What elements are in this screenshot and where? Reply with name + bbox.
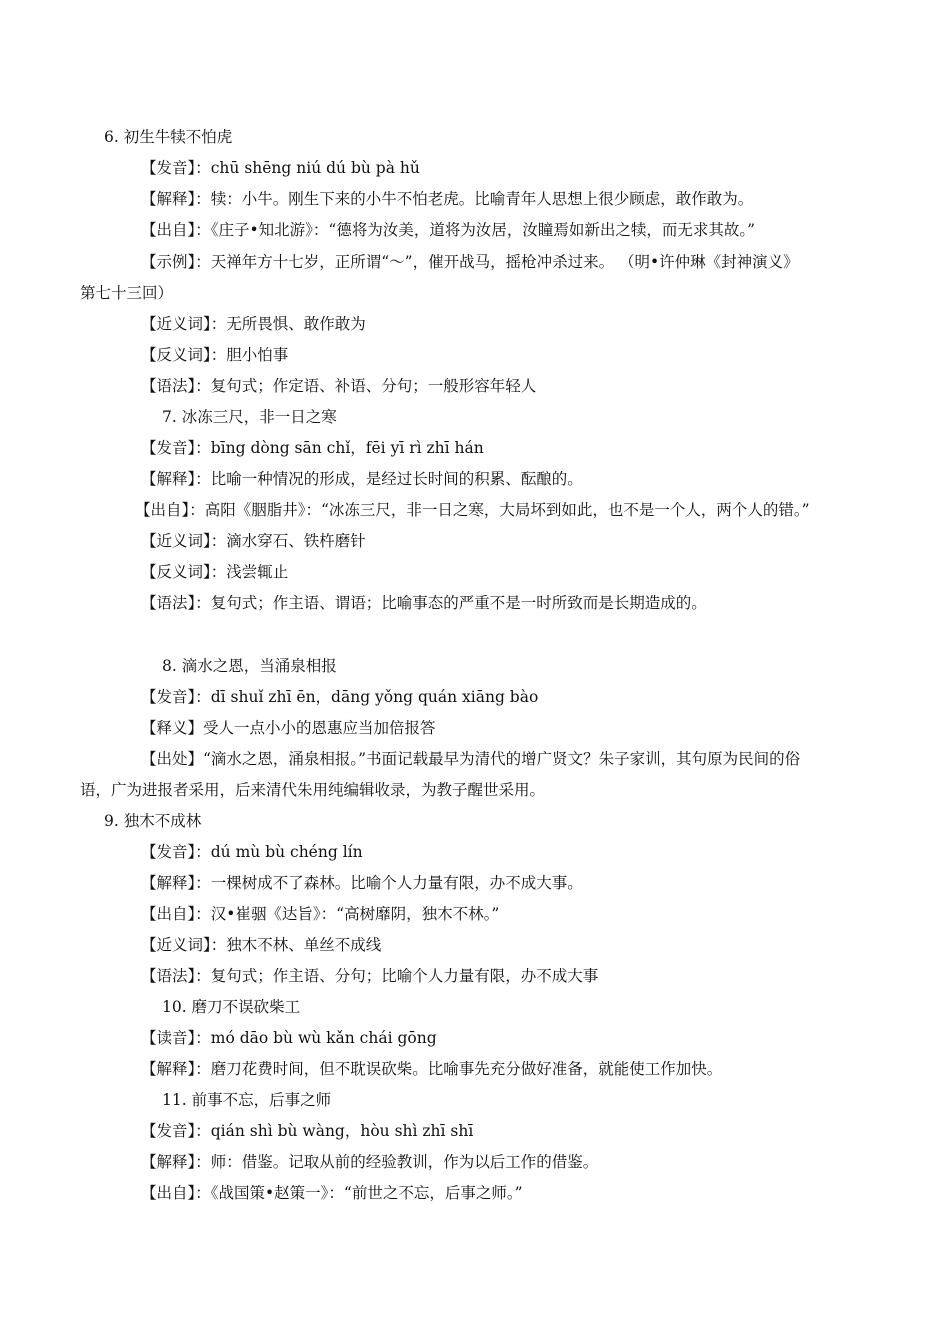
- source-line: 【出自】：高阳《胭脂井》：“冰冻三尺，非一日之寒，大局坏到如此，也不是一个人，两个人的错。”: [135, 501, 810, 519]
- meaning-line: 【释义】受人一点小小的恩惠应当加倍报答: [141, 719, 436, 737]
- reading-line: 【读音】：mó dāo bù wù kǎn chái gōng: [141, 1029, 437, 1047]
- origin-line: 【出处】“滴水之恩，涌泉相报。”书面记载最早为清代的增广贤文？朱子家训，其句原为民间的俗: [141, 750, 801, 768]
- source-line: 【出自】：《庄子•知北游》：“德将为汝美，道将为汝居，汝瞳焉如新出之犊，而无求其故。”: [141, 221, 755, 239]
- pronunciation-line: 【发音】：dī shuǐ zhī ēn，dāng yǒng quán xiāng bào: [141, 688, 539, 706]
- idiom-heading-6: 6. 初生牛犊不怕虎: [104, 128, 233, 146]
- grammar-line: 【语法】：复句式；作主语、分句；比喻个人力量有限，办不成大事: [141, 967, 599, 985]
- source-line: 【出自】：汉•崔骃《达旨》：“高树靡阴，独木不林。”: [141, 905, 500, 923]
- synonym-line: 【近义词】：独木不林、单丝不成线: [141, 936, 382, 954]
- origin-line-continued: 语，广为进报者采用，后来清代朱用纯编辑收录，为教子醒世采用。: [80, 781, 546, 799]
- idiom-heading-8: 8. 滴水之恩，当涌泉相报: [162, 657, 337, 675]
- antonym-line: 【反义词】：浅尝辄止: [141, 563, 289, 581]
- example-line-continued: 第七十三回）: [80, 284, 174, 302]
- explanation-line: 【解释】：师：借鉴。记取从前的经验教训，作为以后工作的借鉴。: [141, 1153, 599, 1171]
- grammar-line: 【语法】：复句式；作定语、补语、分句；一般形容年轻人: [141, 377, 537, 395]
- pronunciation-line: 【发音】：dú mù bù chéng lín: [141, 843, 363, 861]
- idiom-heading-7: 7. 冰冻三尺，非一日之寒: [162, 408, 337, 426]
- explanation-line: 【解释】：一棵树成不了森林。比喻个人力量有限，办不成大事。: [141, 874, 583, 892]
- pronunciation-line: 【发音】：chū shēng niú dú bù pà hǔ: [141, 159, 420, 177]
- pronunciation-line: 【发音】：bīng dòng sān chǐ，fēi yī rì zhī hán: [141, 439, 484, 457]
- grammar-line: 【语法】：复句式；作主语、谓语；比喻事态的严重不是一时所致而是长期造成的。: [141, 594, 707, 612]
- pronunciation-line: 【发音】：qián shì bù wàng，hòu shì zhī shī: [141, 1122, 474, 1140]
- antonym-line: 【反义词】：胆小怕事: [141, 346, 289, 364]
- idiom-heading-11: 11. 前事不忘，后事之师: [162, 1091, 332, 1109]
- idiom-heading-10: 10. 磨刀不误砍柴工: [162, 998, 301, 1016]
- explanation-line: 【解释】：磨刀花费时间，但不耽误砍柴。比喻事先充分做好准备，就能使工作加快。: [141, 1060, 723, 1078]
- explanation-line: 【解释】：犊：小牛。刚生下来的小牛不怕老虎。比喻青年人思想上很少顾虑，敢作敢为。: [141, 190, 754, 208]
- explanation-line: 【解释】：比喻一种情况的形成，是经过长时间的积累、酝酿的。: [141, 470, 583, 488]
- idiom-heading-9: 9. 独木不成林: [104, 812, 202, 830]
- source-line: 【出自】：《战国策•赵策一》：“前世之不忘，后事之师。”: [141, 1184, 523, 1202]
- synonym-line: 【近义词】：滴水穿石、铁杵磨针: [141, 532, 366, 550]
- example-line: 【示例】：天禅年方十七岁，正所谓“～”，催开战马，摇枪冲杀过来。 （明•许仲琳《封神演义》: [141, 253, 799, 271]
- synonym-line: 【近义词】：无所畏惧、敢作敢为: [141, 315, 366, 333]
